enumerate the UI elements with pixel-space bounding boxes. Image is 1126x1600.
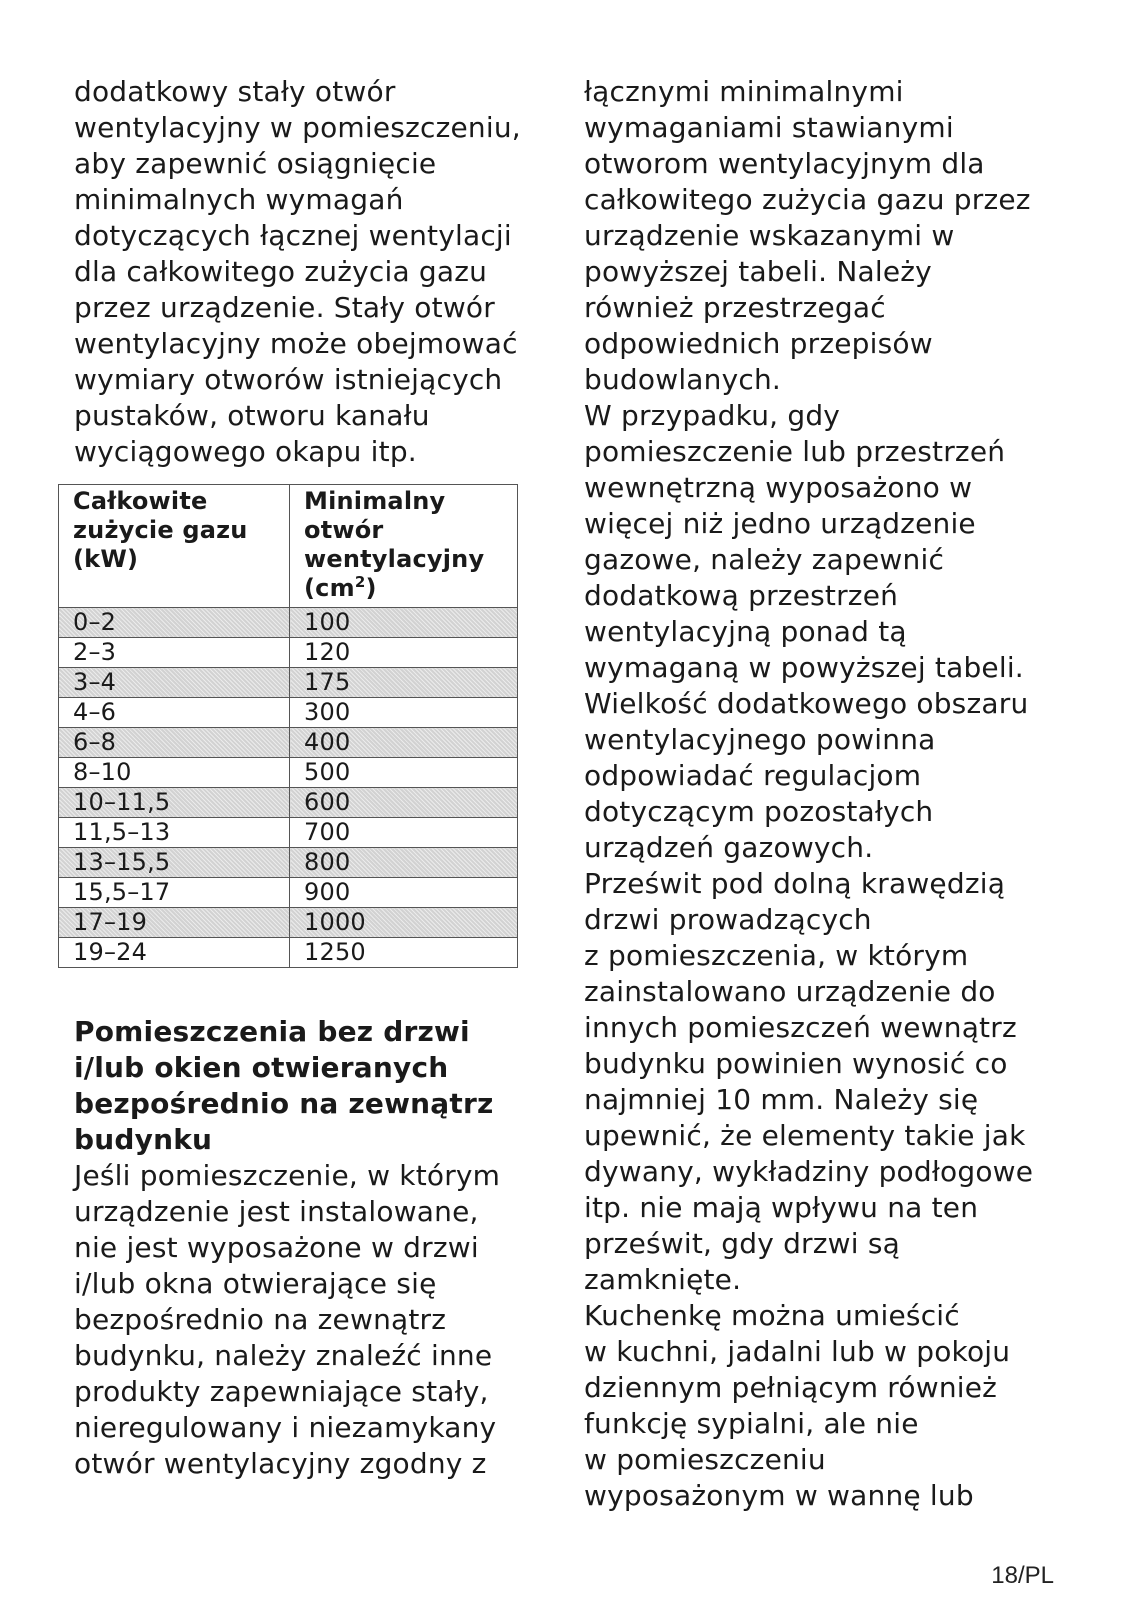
cell-cm2: 600	[290, 788, 518, 818]
text-line: powyższej tabeli. Należy	[584, 255, 932, 288]
text-line: budynku, należy znaleźć inne	[74, 1339, 493, 1372]
text-line: dotyczącym pozostałych	[584, 795, 934, 828]
text-line: otwór wentylacyjny zgodny z	[74, 1447, 487, 1480]
cell-kw: 4–6	[59, 698, 290, 728]
text-line: wentylacyjny w pomieszczeniu,	[74, 111, 521, 144]
text-line: przez urządzenie. Stały otwór	[74, 291, 495, 324]
heading-line: Pomieszczenia bez drzwi	[74, 1015, 470, 1048]
header-line: wentylacyjny	[304, 545, 485, 573]
cell-cm2: 900	[290, 878, 518, 908]
left-column	[74, 74, 554, 1482]
text-line: wymaganiami stawianymi	[584, 111, 954, 144]
text-line: urządzeń gazowych.	[584, 831, 874, 864]
unit-superscript: 2	[354, 573, 366, 591]
table-row	[59, 638, 518, 668]
text-line: dodatkowy stały otwór	[74, 75, 396, 108]
header-line: zużycie gazu	[73, 516, 248, 544]
cell-kw: 2–3	[59, 638, 290, 668]
text-line: Jeśli pomieszczenie, w którym	[74, 1159, 501, 1192]
text-line: drzwi prowadzących	[584, 903, 872, 936]
text-line: Prześwit pod dolną krawędzią	[584, 867, 1006, 900]
text-line: w kuchni, jadalni lub w pokoju	[584, 1335, 1011, 1368]
text-line: urządzenie wskazanymi w	[584, 219, 955, 252]
text-line: zamknięte.	[584, 1263, 742, 1296]
cell-cm2: 500	[290, 758, 518, 788]
table-row	[59, 818, 518, 848]
table-row	[59, 848, 518, 878]
text-line: dla całkowitego zużycia gazu	[74, 255, 488, 288]
text-line: budowlanych.	[584, 363, 782, 396]
cell-kw: 17–19	[59, 908, 290, 938]
header-line: Całkowite	[73, 487, 208, 515]
heading-line: i/lub okien otwieranych	[74, 1051, 449, 1084]
cell-cm2: 800	[290, 848, 518, 878]
text-line: odpowiednich przepisów	[584, 327, 933, 360]
text-line: pomieszczenie lub przestrzeń	[584, 435, 1006, 468]
heading-line: bezpośrednio na zewnątrz	[74, 1087, 494, 1120]
table-row	[59, 758, 518, 788]
cell-cm2: 175	[290, 668, 518, 698]
header-min-opening	[290, 485, 518, 608]
header-line: otwór	[304, 516, 384, 544]
cell-kw: 19–24	[59, 938, 290, 968]
text-line: z pomieszczenia, w którym	[584, 939, 969, 972]
table-row	[59, 938, 518, 968]
unit-prefix: (cm	[304, 574, 355, 602]
table-row	[59, 878, 518, 908]
cell-kw: 13–15,5	[59, 848, 290, 878]
cell-cm2: 400	[290, 728, 518, 758]
text-line: w pomieszczeniu	[584, 1443, 826, 1476]
text-line: produkty zapewniające stały,	[74, 1375, 489, 1408]
text-line: innych pomieszczeń wewnątrz	[584, 1011, 1017, 1044]
text-line: łącznymi minimalnymi	[584, 75, 904, 108]
cell-kw: 3–4	[59, 668, 290, 698]
cell-kw: 0–2	[59, 608, 290, 638]
cell-kw: 15,5–17	[59, 878, 290, 908]
text-line: wentylacyjną ponad tą	[584, 615, 907, 648]
text-line: aby zapewnić osiągnięcie	[74, 147, 437, 180]
text-line: dywany, wykładziny podłogowe	[584, 1155, 1034, 1188]
header-gas-consumption	[59, 485, 290, 608]
text-line: W przypadku, gdy	[584, 399, 841, 432]
text-line: minimalnych wymagań	[74, 183, 404, 216]
text-line: więcej niż jedno urządzenie	[584, 507, 976, 540]
text-line: zainstalowano urządzenie do	[584, 975, 996, 1008]
table-header-row	[59, 485, 518, 608]
text-line: wentylacyjny może obejmować	[74, 327, 518, 360]
right-column	[584, 74, 1084, 1514]
text-line: dotyczących łącznej wentylacji	[74, 219, 512, 252]
header-line: Minimalny	[304, 487, 446, 515]
page-number: 18/PL	[991, 1562, 1054, 1589]
section-heading	[74, 1014, 554, 1158]
text-line: całkowitego zużycia gazu przez	[584, 183, 1031, 216]
table-row	[59, 908, 518, 938]
heading-line: budynku	[74, 1123, 213, 1156]
header-unit	[304, 574, 517, 603]
cell-kw: 8–10	[59, 758, 290, 788]
text-line: otworom wentylacyjnym dla	[584, 147, 985, 180]
unit-suffix: )	[365, 574, 377, 602]
cell-cm2: 300	[290, 698, 518, 728]
text-line: wymiary otworów istniejących	[74, 363, 503, 396]
ventilation-table	[58, 484, 518, 968]
cell-cm2: 1000	[290, 908, 518, 938]
cell-cm2: 1250	[290, 938, 518, 968]
text-line: i/lub okna otwierające się	[74, 1267, 437, 1300]
table-row	[59, 608, 518, 638]
text-line: wyposażonym w wannę lub	[584, 1479, 974, 1512]
cell-cm2: 700	[290, 818, 518, 848]
text-line: wymaganą w powyższej tabeli.	[584, 651, 1024, 684]
text-line: Wielkość dodatkowego obszaru	[584, 687, 1029, 720]
cell-kw: 11,5–13	[59, 818, 290, 848]
text-line: Kuchenkę można umieścić	[584, 1299, 960, 1332]
text-line: urządzenie jest instalowane,	[74, 1195, 479, 1228]
text-line: wewnętrzną wyposażono w	[584, 471, 973, 504]
text-line: dodatkową przestrzeń	[584, 579, 899, 612]
header-line: (kW)	[73, 545, 139, 573]
section-body	[74, 1158, 554, 1482]
text-line: bezpośrednio na zewnątrz	[74, 1303, 447, 1336]
text-line: upewnić, że elementy takie jak	[584, 1119, 1026, 1152]
cell-cm2: 120	[290, 638, 518, 668]
text-line: nie jest wyposażone w drzwi	[74, 1231, 479, 1264]
text-line: prześwit, gdy drzwi są	[584, 1227, 900, 1260]
text-line: itp. nie mają wpływu na ten	[584, 1191, 979, 1224]
text-line: odpowiadać regulacjom	[584, 759, 922, 792]
cell-cm2: 100	[290, 608, 518, 638]
text-line: funkcję sypialni, ale nie	[584, 1407, 919, 1440]
text-line: wentylacyjnego powinna	[584, 723, 936, 756]
text-line: również przestrzegać	[584, 291, 886, 324]
text-line: wyciągowego okapu itp.	[74, 435, 417, 468]
text-line: nieregulowany i niezamykany	[74, 1411, 497, 1444]
text-line: dziennym pełniącym również	[584, 1371, 998, 1404]
table-row	[59, 668, 518, 698]
table-row	[59, 728, 518, 758]
table-row	[59, 698, 518, 728]
text-line: gazowe, należy zapewnić	[584, 543, 945, 576]
text-line: najmniej 10 mm. Należy się	[584, 1083, 979, 1116]
text-line: pustaków, otworu kanału	[74, 399, 430, 432]
table-row	[59, 788, 518, 818]
intro-paragraph	[74, 74, 554, 470]
text-line: budynku powinien wynosić co	[584, 1047, 1008, 1080]
cell-kw: 10–11,5	[59, 788, 290, 818]
cell-kw: 6–8	[59, 728, 290, 758]
